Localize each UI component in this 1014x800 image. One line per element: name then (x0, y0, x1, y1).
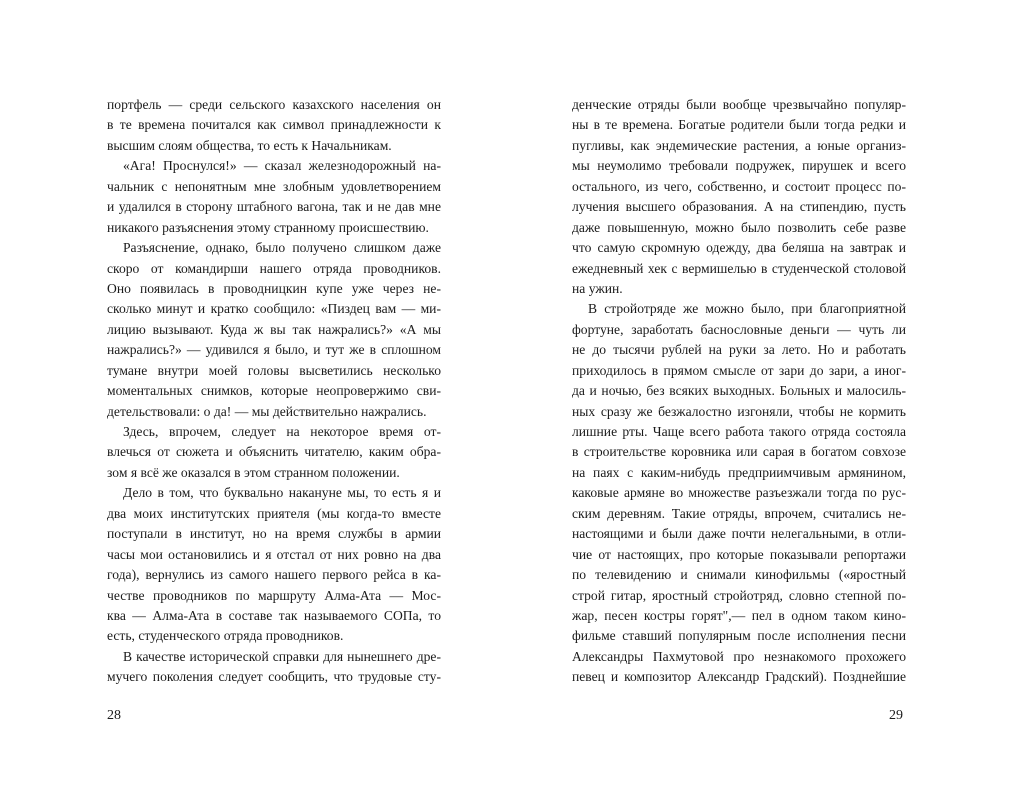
text-line: два моих институтских приятеля (мы когда-то вместе (107, 505, 441, 521)
text-line: влечься от сюжета и объяснить читателю, каким обра- (107, 444, 441, 460)
text-line: чие от настоящих, про которые показывали репортажи (572, 546, 906, 562)
text-line: ква — Алма-Ата в составе так называемого СОПа, то (107, 607, 441, 623)
text-line: поступали в институт, но на время службы в армии (107, 526, 441, 542)
text-line: чальник с непонятным мне злобным удовлетворением (107, 178, 441, 194)
text-line: ных сразу же безжалостно изгоняли, чтобы не кормить (572, 403, 906, 419)
text-line: Александры Пахмутовой про незнакомого прохожего (572, 648, 906, 664)
text-line: часы мои остановились и я отстал от них ровно на два (107, 546, 441, 562)
text-line: высшим слоям общества, то есть к Начальникам. (107, 137, 392, 153)
text-line: сколько минут и кратко сообщило: «Пиздец вам — ми- (107, 301, 441, 317)
text-line: лицию вызывают. Куда ж вы так нажрались?» «А мы (107, 321, 441, 337)
text-line: фильме ставший популярным после исполнения песни (572, 628, 906, 644)
text-line: ны в те времена. Богатые родители были тогда редки и (572, 117, 906, 133)
text-line: ежедневный хек с вермишелью в студенческой столовой (572, 260, 906, 276)
text-line: приходилось в прямом смысле от зари до зари, а иног- (572, 362, 906, 378)
text-line: нажрались?» — удивился я было, и тут же в сплошном (107, 342, 441, 358)
text-line: мучего поколения следует сообщить, что трудовые сту- (107, 669, 441, 685)
page-number-left: 28 (107, 708, 121, 723)
text-line: настоящими и были даже почти нелегальными, в отли- (572, 526, 906, 542)
text-line: есть, студенческого отряда проводников. (107, 628, 344, 644)
text-line: скоро от командирши нашего отряда проводников. (107, 260, 441, 276)
text-line: да и ночью, без всяких выходных. Больных и малосиль- (572, 383, 906, 399)
text-line: лишние рты. Чаще всего работа такого отряда состояла (572, 424, 906, 439)
text-line: что самую скромную одежду, два беляша на завтрак и (572, 240, 906, 256)
text-line: жар, песен костры горят",— пел в одном таком кино- (572, 607, 906, 623)
text-line: года), вернулись из самого нашего первого рейса в ка- (107, 567, 441, 583)
text-line: не до тысячи рублей на руки за лето. Но и работать (572, 342, 906, 358)
page-number-right: 29 (889, 708, 903, 723)
text-line: никакого разъяснения этому странному происшествию. (107, 219, 429, 235)
text-line: в строительстве коровника или сарая в богатом совхозе (572, 444, 906, 460)
text-line: мы неумолимо требовали подружек, пирушек и всего (572, 158, 906, 174)
text-line: каковые армяне во множестве разъезжали тогда по рус- (572, 485, 906, 501)
text-line: и удалился в сторону штабного вагона, так и не дав мне (107, 199, 441, 215)
text-line: в те времена почитался как символ принадлежности к (107, 117, 441, 133)
text-line: пугливы, как эндемические растения, а юные организ- (572, 137, 906, 153)
text-line: ским деревням. Такие отряды, впрочем, считались не- (572, 505, 906, 521)
text-line: лучения высшего образования. А на стипендию, пусть (572, 199, 906, 215)
text-line: детельствовали: о да! — мы действительно нажрались. (107, 403, 427, 419)
text-line: даже повышенную, можно было позволить себе разве (572, 219, 906, 235)
text-line: денческие отряды были вообще чрезвычайно популяр- (572, 97, 906, 112)
text-line: на паях с каким-нибудь предприимчивым армянином, (572, 464, 906, 480)
text-line: портфель — среди сельского казахского населения он (107, 97, 441, 112)
text-line: тумане внутри моей головы высветились несколько (107, 362, 441, 378)
text-line: «Ага! Проснулся!» — сказал железнодорожный на- (123, 158, 441, 174)
text-line: В стройотряде же можно было, при благоприятной (588, 301, 906, 317)
left-page-text (107, 95, 441, 688)
text-line: остального, из чего, собственно, и состоит процесс по- (572, 178, 906, 194)
text-line: певец и композитор Александр Градский). Позднейшие (572, 669, 906, 685)
text-line: моментальных снимков, которые неопровержимо сви- (107, 383, 441, 399)
text-line: Здесь, впрочем, следует на некоторое время от- (123, 424, 441, 439)
text-line: Разъяснение, однако, было получено слишком даже (123, 240, 441, 256)
text-line: строй гитар, яростный стройотряд, словно степной по- (572, 587, 906, 603)
text-line: Оно появилась в проводницкин купе уже через не- (107, 280, 441, 296)
text-line: по телевидению и снимали кинофильмы («яростный (572, 567, 906, 583)
text-line: В качестве исторической справки для нынешнего дре- (123, 648, 441, 664)
text-line: на ужин. (572, 280, 623, 296)
text-line: зом я всё же оказался в этом странном положении. (107, 464, 400, 480)
text-line: честве проводников по маршруту Алма-Ата — Мос- (107, 587, 441, 603)
text-line: фортуне, заработать баснословные деньги — чуть ли (572, 321, 906, 337)
right-page-text (572, 95, 906, 688)
text-line: Дело в том, что буквально накануне мы, то есть я и (123, 485, 441, 501)
